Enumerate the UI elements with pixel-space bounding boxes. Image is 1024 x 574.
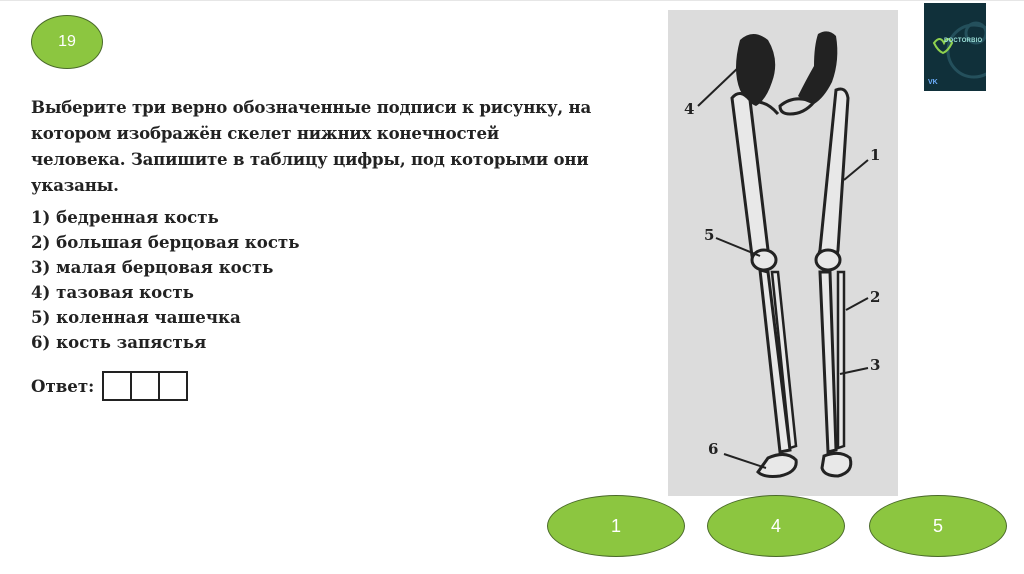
slide-number: 19	[58, 33, 76, 50]
answer-button-3[interactable]	[869, 495, 1007, 557]
logo-graphic	[924, 3, 986, 91]
slide-number-badge	[31, 15, 103, 69]
answer-row	[31, 371, 188, 401]
option-4: 4) тазовая кость	[31, 282, 194, 302]
figure-label-2: 2	[870, 288, 881, 306]
answer-label: Ответ:	[31, 376, 95, 396]
answer-value-1: 1	[610, 515, 621, 536]
figure-label-1: 1	[870, 146, 881, 164]
question-text	[31, 94, 593, 198]
options-list	[31, 205, 299, 355]
answer-button-2[interactable]	[707, 495, 845, 557]
option-1: 1) бедренная кость	[31, 207, 219, 227]
doctorbio-logo	[924, 3, 986, 91]
answer-value-3: 5	[932, 515, 943, 536]
logo-text: DOCTORBIO	[944, 38, 983, 44]
answer-value-2: 4	[770, 515, 781, 536]
figure-label-5: 5	[704, 226, 715, 244]
option-6: 6) кость запястья	[31, 332, 207, 352]
vk-icon[interactable]: VK	[928, 79, 938, 86]
answer-cell-3[interactable]	[158, 371, 188, 401]
figure-label-6: 6	[708, 440, 719, 458]
answer-cell-2[interactable]	[130, 371, 160, 401]
answer-cell-1[interactable]	[102, 371, 132, 401]
figure-label-3: 3	[870, 356, 881, 374]
skeleton-figure	[668, 10, 898, 496]
question-paragraph: Выберите три верно обозначенные подписи к рисунку, на котором изображён скелет нижних конечностей человека. Запишите в таблицу цифры, под которыми они указаны.	[31, 97, 592, 195]
top-divider	[0, 0, 1024, 1]
answer-table	[102, 371, 188, 401]
answer-button-1[interactable]	[547, 495, 685, 557]
option-2: 2) большая берцовая кость	[31, 232, 300, 252]
skeleton-drawing	[668, 10, 898, 496]
option-5: 5) коленная чашечка	[31, 307, 241, 327]
figure-label-4: 4	[684, 100, 695, 118]
option-3: 3) малая берцовая кость	[31, 257, 274, 277]
